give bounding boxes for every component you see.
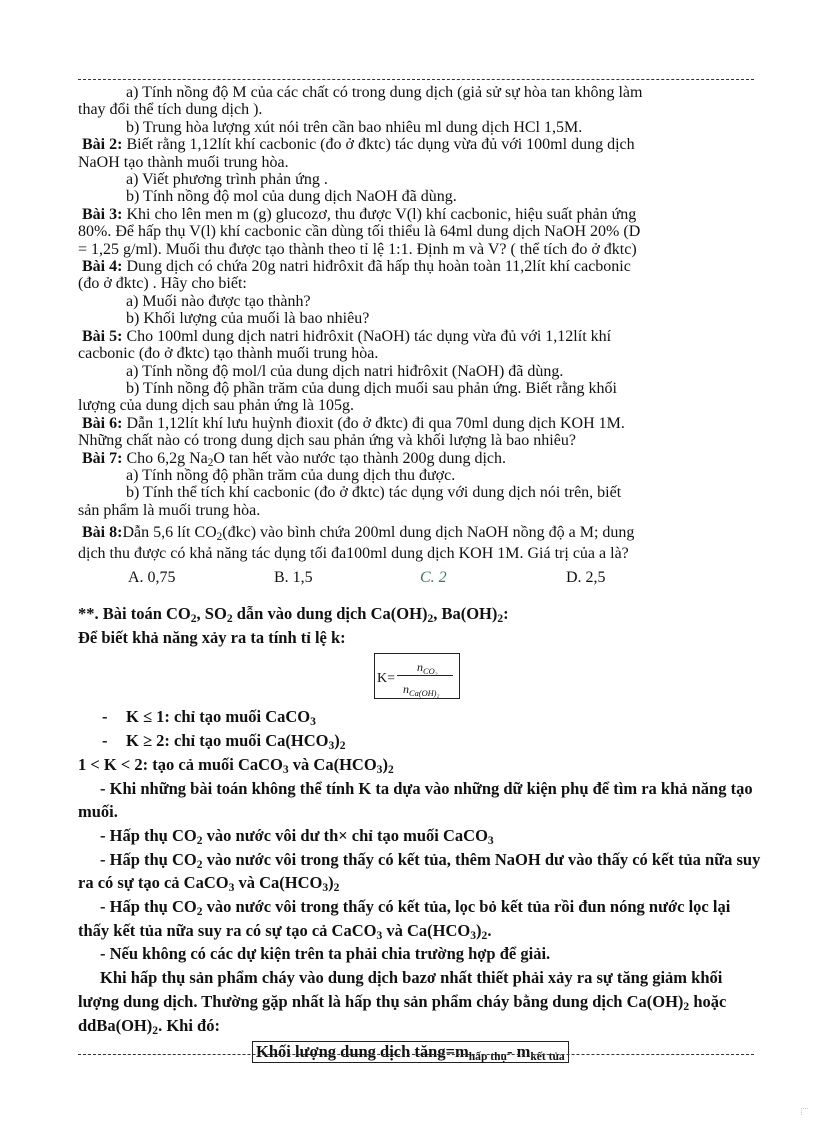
formula-numerator: $n_{CO_2}$ (417, 660, 438, 677)
text-line: Dung dịch có chứa 20g natri hiđrôxit đã hấp thụ hoàn toàn 11,2lít khí cacbonic (122, 258, 631, 276)
section-heading: **. Bài toán $CO_2$, $SO_2$ dẫn vào dung dịch $Ca(OH)_2$, $Ba(OH)_2$: (78, 604, 509, 625)
text-line: a) Tính nồng độ phần trăm của dung dịch thu được. (126, 466, 456, 484)
exercise-8 (78, 523, 758, 543)
paragraph: - Hấp thụ $CO_2$ vào nước vôi dư th× chỉ tạo muối CaCO$_3$ (100, 825, 494, 847)
text-line: Cho 6,2g Na (122, 449, 208, 467)
text-line: Biết rằng 1,12lít khí cacbonic (đo ở đktc) tác dụng vừa đủ với 100ml dung dịch (122, 136, 635, 154)
exercise-7 (78, 450, 758, 467)
formula-k: K= (377, 671, 396, 687)
text-line: b) Khối lượng của muối là bao nhiêu? (126, 310, 370, 328)
text-line: b) Trung hòa lượng xút nói trên cần bao nhiêu ml dung dịch HCl 1,5M. (126, 118, 583, 136)
paragraph: - Hấp thụ $CO_2$ vào nước vôi trong thấy có kết tủa, thêm NaOH dư vào thấy có kết tủa nữa suy ra có sự tạo cả CaCO$_3$ và $Ca(HCO_3)_2$ (78, 849, 761, 895)
text-line: sản phẩm là muối trung hòa. (78, 501, 261, 519)
text-line: Những chất nào có trong dung dịch sau phản ứng và khối lượng là bao nhiêu? (78, 432, 576, 450)
text-line: Cho 100ml dung dịch natri hiđrôxit (NaOH) tác dụng vừa đủ với 1,12lít khí (122, 327, 612, 345)
ratio-formula (374, 653, 460, 699)
page-corner-mark (801, 1108, 808, 1115)
exercise-label: Bài 7: (82, 449, 123, 467)
top-divider (78, 79, 754, 80)
exercise-label: Bài 8: (82, 524, 123, 542)
section-subheading: Để biết khả năng xảy ra ta tính tỉ lệ k: (78, 627, 346, 647)
exercise-2 (78, 136, 758, 153)
text-line: dịch thu được có khả năng tác dụng tối đa100ml dung dịch KOH 1M. Giá trị của a là? (78, 545, 629, 563)
text-line: lượng của dung dịch sau phản ứng là 105g. (78, 397, 354, 415)
exercise-label: Bài 5: (82, 327, 123, 345)
text-line: cacbonic (đo ở đktc) tạo thành muối trung hòa. (78, 345, 379, 363)
text-line: Khi cho lên men m (g) glucozơ, thu được V(l) khí cacbonic, hiệu suất phản ứng (122, 205, 637, 223)
rule-item: - K ≥ 2: chỉ tạo muối $Ca(HCO_3)_2$ (102, 731, 346, 753)
text-line: (đkc) vào bình chứa 200ml dung dịch NaOH nồng độ a M; dung (222, 524, 635, 542)
paragraph: - Hấp thụ $CO_2$ vào nước vôi trong thấy có kết tủa, lọc bỏ kết tủa rồi đun nóng nước lọc lại thấy kết tủa nữa suy ra có sự tạo cả CaCO$_3$ và $Ca(HCO_3)_2$. (78, 897, 731, 942)
text-line: 80%. Để hấp thụ V(l) khí cacbonic cần dùng tối thiểu là 64ml dung dịch NaOH 20% (D (78, 223, 641, 241)
exercise-label: Bài 2: (82, 136, 123, 154)
exercise-3 (78, 206, 758, 223)
text-line: b) Tính nồng độ phần trăm của dung dịch muối sau phản ứng. Biết rằng khối (126, 379, 617, 397)
text-line: b) Tính thể tích khí cacbonic (đo ở đktc) tác dụng với dung dịch nói trên, biết (126, 484, 622, 502)
answer-c: C. 2 (420, 569, 447, 587)
exercise-label: Bài 4: (82, 258, 123, 276)
text-line: thay đổi thể tích dung dịch ). (78, 101, 263, 119)
text-line: = 1,25 g/ml). Muối thu được tạo thành theo tỉ lệ 1:1. Định m và V? ( thể tích đo ở đktc) (78, 240, 637, 258)
exercise-6 (78, 415, 758, 432)
rule-item: 1 < K < 2: tạo cả muối CaCO$_3$ và $Ca(HCO_3)_2$ (78, 754, 394, 776)
text-line: a) Viết phương trình phản ứng . (126, 171, 328, 189)
exercise-label: Bài 3: (82, 205, 123, 223)
paragraph: - Nếu không có các dự kiện trên ta phải chia trường hợp để giải. (100, 944, 551, 964)
text-line: Dẫn 5,6 lít CO (122, 524, 217, 542)
answer-a: A. 0,75 (128, 569, 176, 587)
text-line: a) Tính nồng độ M của các chất có trong dung dịch (giả sử sự hòa tan không làm (126, 84, 643, 101)
text-line: b) Tính nồng độ mol của dung dịch NaOH đã dùng. (126, 188, 457, 206)
exercise-5 (78, 328, 758, 345)
answer-d: D. 2,5 (566, 569, 606, 587)
answer-options (78, 569, 758, 586)
answer-b: B. 1,5 (274, 569, 313, 587)
text-line: a) Tính nồng độ mol/l của dung dịch natri hiđrôxit (NaOH) đã dùng. (126, 362, 564, 380)
paragraph: - Khi những bài toán không thể tính K ta dựa vào những dữ kiện phụ để tìm ra khả năng tạo muối. (78, 778, 753, 822)
bottom-divider (78, 1054, 754, 1055)
theory-section (78, 602, 762, 1064)
exercise-list (78, 84, 758, 587)
mass-formula-box: Khối lượng dung dịch $tăng=m_{hấp thụ}-$ $m_{kết tủa}$ (252, 1041, 569, 1063)
formula-denominator: $n_{Ca(OH)_2}$ (403, 682, 440, 699)
text-line: O tan hết vào nước tạo thành 200g dung dịch. (213, 449, 506, 467)
text-line: (đo ở đktc) . Hãy cho biết: (78, 275, 247, 293)
exercise-label: Bài 6: (82, 414, 123, 432)
subscript: 2 (216, 531, 223, 544)
text-line: NaOH tạo thành muối trung hòa. (78, 153, 289, 171)
text-line: Dẫn 1,12lít khí lưu huỳnh đioxit (đo ở đktc) đi qua 70ml dung dịch KOH 1M. (122, 414, 625, 432)
subscript: 2 (207, 456, 214, 469)
rule-item: - K ≤ 1: chỉ tạo muối CaCO$_3$ (102, 707, 316, 729)
exercise-4 (78, 258, 758, 275)
fraction-line (397, 675, 453, 676)
text-line: a) Muối nào được tạo thành? (126, 292, 311, 310)
paragraph: Khi hấp thụ sản phẩm cháy vào dung dịch bazơ nhất thiết phải xảy ra sự tăng giảm khối lượng dung dịch. Thường gặp nhất là hấp thụ sản phẩm cháy bằng dung dịch $Ca(OH)_2$ hoặc $ddBa(OH)_2$. Khi đó: (78, 968, 727, 1037)
